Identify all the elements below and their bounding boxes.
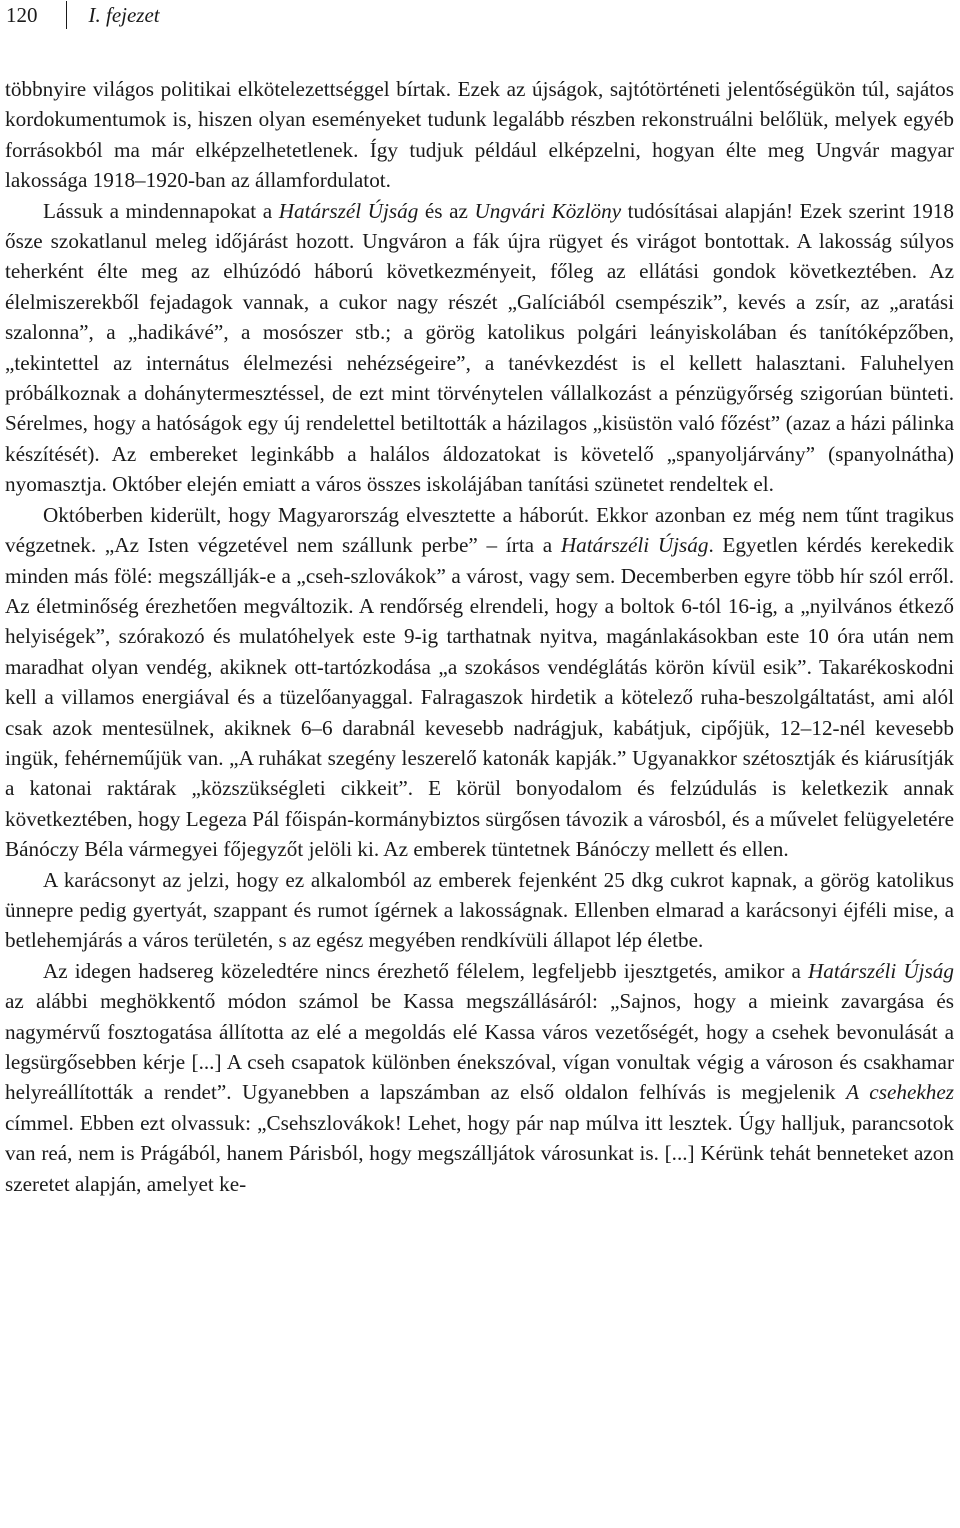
paragraph <box>5 196 954 500</box>
paragraph <box>5 74 954 196</box>
text-segment: . Egyetlen kérdés kerekedik minden más fölé: megszállják-e a „cseh-szlovákok” a várost, vagy sem. Decemberben egyre több hír szól erről. Az életminőség érezhetően megváltozik. A rendőrség elrendeli, hogy a boltok 6-tól 16-ig, a „nyilvános étkező helyiségek”, szórakozó és mulatóhelyek este 9-ig tarthatnak nyitva, magánlakásokban este 10 óra után nem maradhat olyan vendég, akiknek ott-tartózkodása „a szokásos vendéglátás körön kívül esik”. Takarékoskodni kell a villamos energiával és a tüzelőanyaggal. Falragaszok hirdetik a kötelező ruha-beszolgáltatást, ami alól csak azok mentesülnek, akiknek 6–6 darabnál kevesebb nadrágjuk, kabátjuk, cipőjük, 12–12-nél kevesebb ingük, fehérneműjük van. „A ruhákat szegény leszerelő katonák kapják.” Ugyanakkor szétosztják és kiárusítják a katonai raktárak „közszükségleti cikkeit”. E körül bonyodalom és felzúdulás is keletkezik annak következtében, hogy Legeza Pál főispán-kormánybiztos sürgősen távozik a városból, és a művelet felügyeletére Bánóczy Béla vármegyei főjegyzőt jelöli ki. Az emberek tüntetnek Bánóczy mellett és ellen. <box>5 533 954 862</box>
page-number: 120 <box>6 3 38 27</box>
italic-title: A csehekhez <box>846 1080 954 1105</box>
text-segment: Az idegen hadsereg közeledtére nincs érezhető félelem, legfeljebb ijesztgetés, amikor a <box>43 958 808 983</box>
paragraph <box>5 500 954 865</box>
text-segment: Lássuk a mindennapokat a <box>43 198 279 223</box>
text-segment: tudósításai alapján! Ezek szerint 1918 ősze szokatlanul meleg időjárást hozott. Ungváron a fák újra rügyet és virágot bontottak. A lakosság súlyos teherként élte meg az elhúzódó háború következményeit, főleg az ellátási gondok következtében. Az élelmiszerekből fejadagok vannak, a cukor nagy részét „Galíciából csempészik”, kevés a zsír, az „aratási szalonna”, a „hadikávé”, a mosószer stb.; a görög katolikus polgári leányiskolában és tanítóképzőben, „tekintettel az internátus élelmezési nehézségeire”, a tanévkezdést is el kellett halasztani. Faluhelyen próbálkoznak a dohánytermesztéssel, de ezt mint törvénytelen vállalkozást a pénzügyőrség szigorúan bünteti. Sérelmes, hogy a hatóságok egy új rendelettel betiltották a házilagos „kisüstön való főzést” (azaz a házi pálinka készítését). Az embereket leginkább a halálos áldozatokat is követelő „spanyoljárvány” (spanyolnátha) nyomasztja. Október elején emiatt a város összes iskolájában tanítási szünetet rendeltek el. <box>5 198 954 497</box>
italic-title: Határszéli Újság <box>560 533 709 558</box>
text-segment: Októberben kiderült, hogy Magyarország elvesztette a háborút. Ekkor azonban ez még nem tűnt tragikus végzetnek. „Az Isten végzetével nem szállunk perbe” – írta a <box>5 502 954 558</box>
text-segment: az alábbi meghökkentő módon számol be Kassa megszállásáról: „Sajnos, hogy a mieink zavargása és nagymérvű fosztogatása állította az elé a megoldás elé Kassa város vezetőségét, hogy a csehek bevonulását a legsürgősebben kérje [...] A cseh csapatok különben énekszóval, vígan vonultak végig a városon és csakhamar helyreállították a rendet”. Ugyanebben a lapszámban az első oldalon felhívás is megjelenik <box>5 989 954 1105</box>
chapter-title: I. fejezet <box>88 3 160 27</box>
italic-title: Ungvári Közlöny <box>474 198 622 223</box>
body-text <box>5 74 954 1199</box>
running-head <box>6 0 160 30</box>
paragraph <box>5 865 954 956</box>
paragraph <box>5 956 954 1199</box>
text-segment: A karácsonyt az jelzi, hogy ez alkalomból az emberek fejenként 25 dkg cukrot kapnak, a görög katolikus ünnepre pedig gyertyát, szappant és rumot ígérnek a lakosságnak. Ellenben elmarad a karácsonyi éjféli mise, a betlehemjárás a város területén, s az egész megyében rendkívüli állapot lép életbe. <box>5 867 954 953</box>
text-segment: és az <box>418 198 475 223</box>
italic-title: Határszéli Újság <box>807 958 954 983</box>
text-segment: címmel. Ebben ezt olvassuk: „Csehszlovákok! Lehet, hogy pár nap múlva itt lesztek. Úgy halljuk, parancsotok van reá, nem is Prágából, hanem Párisból, hogy megszálljátok városunkat is. [...] Kérünk tehát benneteket azon szeretet alapján, amelyet ke- <box>5 1110 954 1196</box>
italic-title: Határszél Újság <box>278 198 419 223</box>
header-separator <box>66 1 67 29</box>
text-segment: többnyire világos politikai elkötelezettséggel bírtak. Ezek az újságok, sajtótörténeti jelentőségükön túl, sajátos kordokumentumok is, hiszen olyan eseményeket tudunk legalább részben rekonstruálni belőlük, melyek egyéb forrásokból ma már elképzelhetetlenek. Így tudjuk például elképzelni, hogyan élte meg Ungvár magyar lakossága 1918–1920-ban az államfordulatot. <box>5 77 954 193</box>
